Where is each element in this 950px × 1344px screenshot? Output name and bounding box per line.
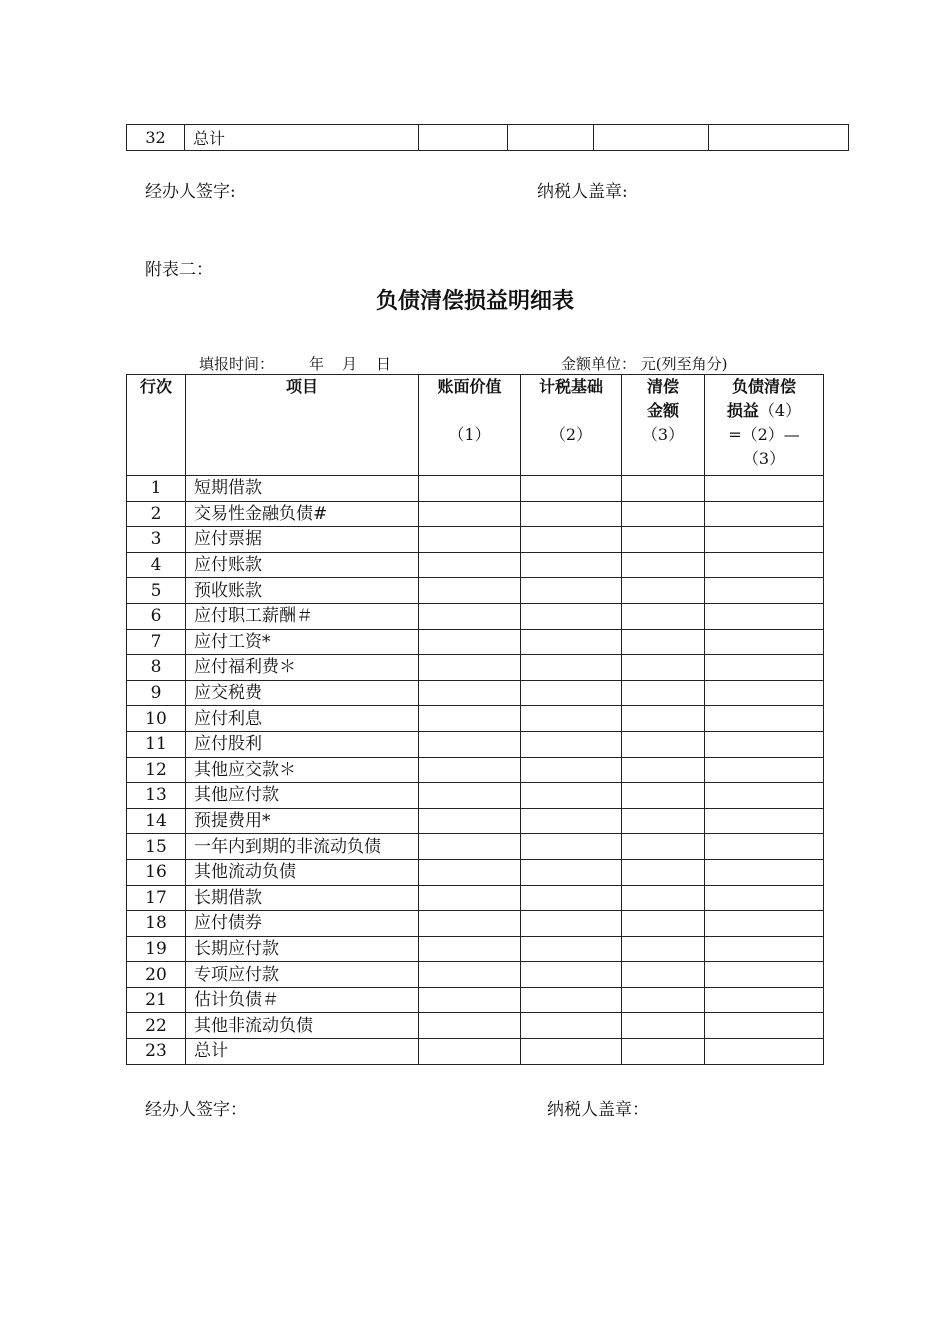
value-cell[interactable] xyxy=(705,1013,824,1039)
value-cell[interactable] xyxy=(622,757,705,783)
value-cell[interactable] xyxy=(521,731,622,757)
row-number: 2 xyxy=(127,501,186,527)
value-cell[interactable] xyxy=(622,552,705,578)
value-cell[interactable] xyxy=(705,987,824,1013)
table-row xyxy=(127,936,824,962)
row-number: 7 xyxy=(127,629,186,655)
value-cell[interactable] xyxy=(622,783,705,809)
row-label: 其他应交款＊ xyxy=(186,757,419,783)
table-row xyxy=(127,655,824,681)
value-cell[interactable] xyxy=(521,527,622,553)
value-cell[interactable] xyxy=(622,706,705,732)
table-row xyxy=(127,706,824,732)
table-row xyxy=(127,731,824,757)
value-cell[interactable] xyxy=(622,578,705,604)
row-number: 12 xyxy=(127,757,186,783)
row-number: 17 xyxy=(127,885,186,911)
value-cell[interactable] xyxy=(419,757,521,783)
row-number: 5 xyxy=(127,578,186,604)
value-cell[interactable] xyxy=(419,859,521,885)
table-row xyxy=(127,1039,824,1065)
value-cell[interactable] xyxy=(705,757,824,783)
table-row xyxy=(127,1013,824,1039)
row-number: 18 xyxy=(127,911,186,937)
value-cell[interactable] xyxy=(622,834,705,860)
cell[interactable] xyxy=(594,125,709,151)
liability-settlement-table xyxy=(126,374,824,1065)
value-cell[interactable] xyxy=(419,552,521,578)
row-label: 预收账款 xyxy=(186,578,419,604)
value-cell[interactable] xyxy=(521,578,622,604)
value-cell[interactable] xyxy=(521,783,622,809)
value-cell[interactable] xyxy=(521,859,622,885)
table-row xyxy=(127,757,824,783)
value-cell[interactable] xyxy=(419,476,521,502)
day-label: 日 xyxy=(376,355,392,373)
value-cell[interactable] xyxy=(419,527,521,553)
value-cell[interactable] xyxy=(521,962,622,988)
value-cell[interactable] xyxy=(622,936,705,962)
row-number: 20 xyxy=(127,962,186,988)
value-cell[interactable] xyxy=(622,962,705,988)
handler-signature-label-bottom: 经办人签字： xyxy=(145,1100,247,1120)
value-cell[interactable] xyxy=(622,680,705,706)
table-row xyxy=(127,125,849,151)
value-cell[interactable] xyxy=(622,629,705,655)
value-cell[interactable] xyxy=(521,936,622,962)
taxpayer-stamp-label-bottom: 纳税人盖章： xyxy=(547,1100,649,1120)
value-cell[interactable] xyxy=(419,834,521,860)
value-cell[interactable] xyxy=(521,1039,622,1065)
value-cell[interactable] xyxy=(705,527,824,553)
row-number: 1 xyxy=(127,476,186,502)
value-cell[interactable] xyxy=(419,1013,521,1039)
row-number: 6 xyxy=(127,603,186,629)
value-cell[interactable] xyxy=(622,603,705,629)
row-number: 10 xyxy=(127,706,186,732)
value-cell[interactable] xyxy=(521,552,622,578)
value-cell[interactable] xyxy=(705,501,824,527)
table-header-row xyxy=(127,375,824,476)
row-label: 其他流动负债 xyxy=(186,859,419,885)
row-label: 应付债券 xyxy=(186,911,419,937)
value-cell[interactable] xyxy=(705,783,824,809)
value-cell[interactable] xyxy=(622,859,705,885)
value-cell[interactable] xyxy=(419,655,521,681)
value-cell[interactable] xyxy=(622,527,705,553)
value-cell[interactable] xyxy=(622,808,705,834)
value-cell[interactable] xyxy=(419,962,521,988)
fill-time-label: 填报时间： xyxy=(199,355,275,373)
row-label: 应付工资* xyxy=(186,629,419,655)
value-cell[interactable] xyxy=(521,911,622,937)
table-row xyxy=(127,501,824,527)
value-cell[interactable] xyxy=(622,987,705,1013)
month-label: 月 xyxy=(342,355,358,373)
value-cell[interactable] xyxy=(521,629,622,655)
row-label: 估计负债＃ xyxy=(186,987,419,1013)
row-label: 专项应付款 xyxy=(186,962,419,988)
value-cell[interactable] xyxy=(622,501,705,527)
value-cell[interactable] xyxy=(705,578,824,604)
row-label: 应付票据 xyxy=(186,527,419,553)
row-label: 应付福利费＊ xyxy=(186,655,419,681)
table-row xyxy=(127,476,824,502)
row-label: 应付利息 xyxy=(186,706,419,732)
row-number: 32 xyxy=(127,125,185,151)
row-number: 22 xyxy=(127,1013,186,1039)
value-cell[interactable] xyxy=(419,1039,521,1065)
row-label: 预提费用* xyxy=(186,808,419,834)
value-cell[interactable] xyxy=(419,603,521,629)
table-row xyxy=(127,629,824,655)
row-number: 3 xyxy=(127,527,186,553)
value-cell[interactable] xyxy=(705,629,824,655)
value-cell[interactable] xyxy=(419,911,521,937)
value-cell[interactable] xyxy=(705,936,824,962)
value-cell[interactable] xyxy=(705,476,824,502)
value-cell[interactable] xyxy=(419,783,521,809)
row-number: 23 xyxy=(127,1039,186,1065)
value-cell[interactable] xyxy=(622,885,705,911)
value-cell[interactable] xyxy=(419,706,521,732)
year-label: 年 xyxy=(309,355,325,373)
value-cell[interactable] xyxy=(705,885,824,911)
value-cell[interactable] xyxy=(521,501,622,527)
table-row xyxy=(127,834,824,860)
value-cell[interactable] xyxy=(521,987,622,1013)
value-cell[interactable] xyxy=(622,731,705,757)
row-number: 11 xyxy=(127,731,186,757)
header-row-number: 行次 xyxy=(127,375,186,476)
table-row xyxy=(127,885,824,911)
value-cell[interactable] xyxy=(622,1039,705,1065)
header-item: 项目 xyxy=(186,375,419,476)
value-cell[interactable] xyxy=(521,834,622,860)
row-label: 应付账款 xyxy=(186,552,419,578)
value-cell[interactable] xyxy=(521,1013,622,1039)
row-label: 其他应付款 xyxy=(186,783,419,809)
value-cell[interactable] xyxy=(521,757,622,783)
value-cell[interactable] xyxy=(705,706,824,732)
table-row xyxy=(127,859,824,885)
table-row xyxy=(127,808,824,834)
row-number: 4 xyxy=(127,552,186,578)
row-number: 13 xyxy=(127,783,186,809)
row-label: 交易性金融负债# xyxy=(186,501,419,527)
value-cell[interactable] xyxy=(705,552,824,578)
value-cell[interactable] xyxy=(705,1039,824,1065)
cell[interactable] xyxy=(419,125,508,151)
cell[interactable] xyxy=(709,125,849,151)
header-tax-base: 计税基础 （2） xyxy=(521,375,622,476)
row-label: 长期应付款 xyxy=(186,936,419,962)
value-cell[interactable] xyxy=(419,680,521,706)
row-label: 总计 xyxy=(185,125,419,151)
value-cell[interactable] xyxy=(622,1013,705,1039)
value-cell[interactable] xyxy=(419,501,521,527)
table-row xyxy=(127,911,824,937)
value-cell[interactable] xyxy=(705,859,824,885)
value-cell[interactable] xyxy=(705,680,824,706)
table-row xyxy=(127,527,824,553)
row-label: 其他非流动负债 xyxy=(186,1013,419,1039)
row-label: 长期借款 xyxy=(186,885,419,911)
table-row xyxy=(127,783,824,809)
row-number: 16 xyxy=(127,859,186,885)
row-label: 短期借款 xyxy=(186,476,419,502)
value-cell[interactable] xyxy=(521,808,622,834)
table-row xyxy=(127,962,824,988)
row-number: 8 xyxy=(127,655,186,681)
value-cell[interactable] xyxy=(419,731,521,757)
table-row xyxy=(127,552,824,578)
value-cell[interactable] xyxy=(419,936,521,962)
row-number: 19 xyxy=(127,936,186,962)
row-number: 9 xyxy=(127,680,186,706)
row-label: 应交税费 xyxy=(186,680,419,706)
value-cell[interactable] xyxy=(419,578,521,604)
page-title: 负债清偿损益明细表 xyxy=(375,289,574,314)
value-cell[interactable] xyxy=(521,655,622,681)
value-cell[interactable] xyxy=(521,603,622,629)
value-cell[interactable] xyxy=(419,629,521,655)
value-cell[interactable] xyxy=(705,834,824,860)
value-cell[interactable] xyxy=(521,680,622,706)
row-label: 总计 xyxy=(186,1039,419,1065)
value-cell[interactable] xyxy=(419,885,521,911)
header-book-value: 账面价值 （1） xyxy=(419,375,521,476)
value-cell[interactable] xyxy=(705,655,824,681)
table-row xyxy=(127,578,824,604)
row-label: 应付职工薪酬＃ xyxy=(186,603,419,629)
value-cell[interactable] xyxy=(705,603,824,629)
header-settlement-amount: 清偿 金额 （3） xyxy=(622,375,705,476)
header-settlement-gain: 负债清偿 损益（4） =（2）— （3） xyxy=(705,375,824,476)
row-label: 一年内到期的非流动负债 xyxy=(186,834,419,860)
value-cell[interactable] xyxy=(521,706,622,732)
appendix-label: 附表二： xyxy=(145,260,213,280)
taxpayer-stamp-label: 纳税人盖章: xyxy=(537,182,628,202)
value-cell[interactable] xyxy=(705,911,824,937)
value-cell[interactable] xyxy=(419,987,521,1013)
row-number: 15 xyxy=(127,834,186,860)
amount-unit-label: 金额单位： 元(列至角分) xyxy=(561,355,728,373)
row-label: 应付股利 xyxy=(186,731,419,757)
value-cell[interactable] xyxy=(705,731,824,757)
table-row xyxy=(127,987,824,1013)
value-cell[interactable] xyxy=(419,808,521,834)
row-number: 21 xyxy=(127,987,186,1013)
value-cell[interactable] xyxy=(521,885,622,911)
cell[interactable] xyxy=(508,125,594,151)
previous-table-fragment xyxy=(126,124,849,151)
handler-signature-label: 经办人签字: xyxy=(145,182,236,202)
row-number: 14 xyxy=(127,808,186,834)
value-cell[interactable] xyxy=(705,808,824,834)
value-cell[interactable] xyxy=(521,476,622,502)
value-cell[interactable] xyxy=(705,962,824,988)
value-cell[interactable] xyxy=(622,655,705,681)
value-cell[interactable] xyxy=(622,911,705,937)
table-row xyxy=(127,603,824,629)
value-cell[interactable] xyxy=(622,476,705,502)
table-row xyxy=(127,680,824,706)
